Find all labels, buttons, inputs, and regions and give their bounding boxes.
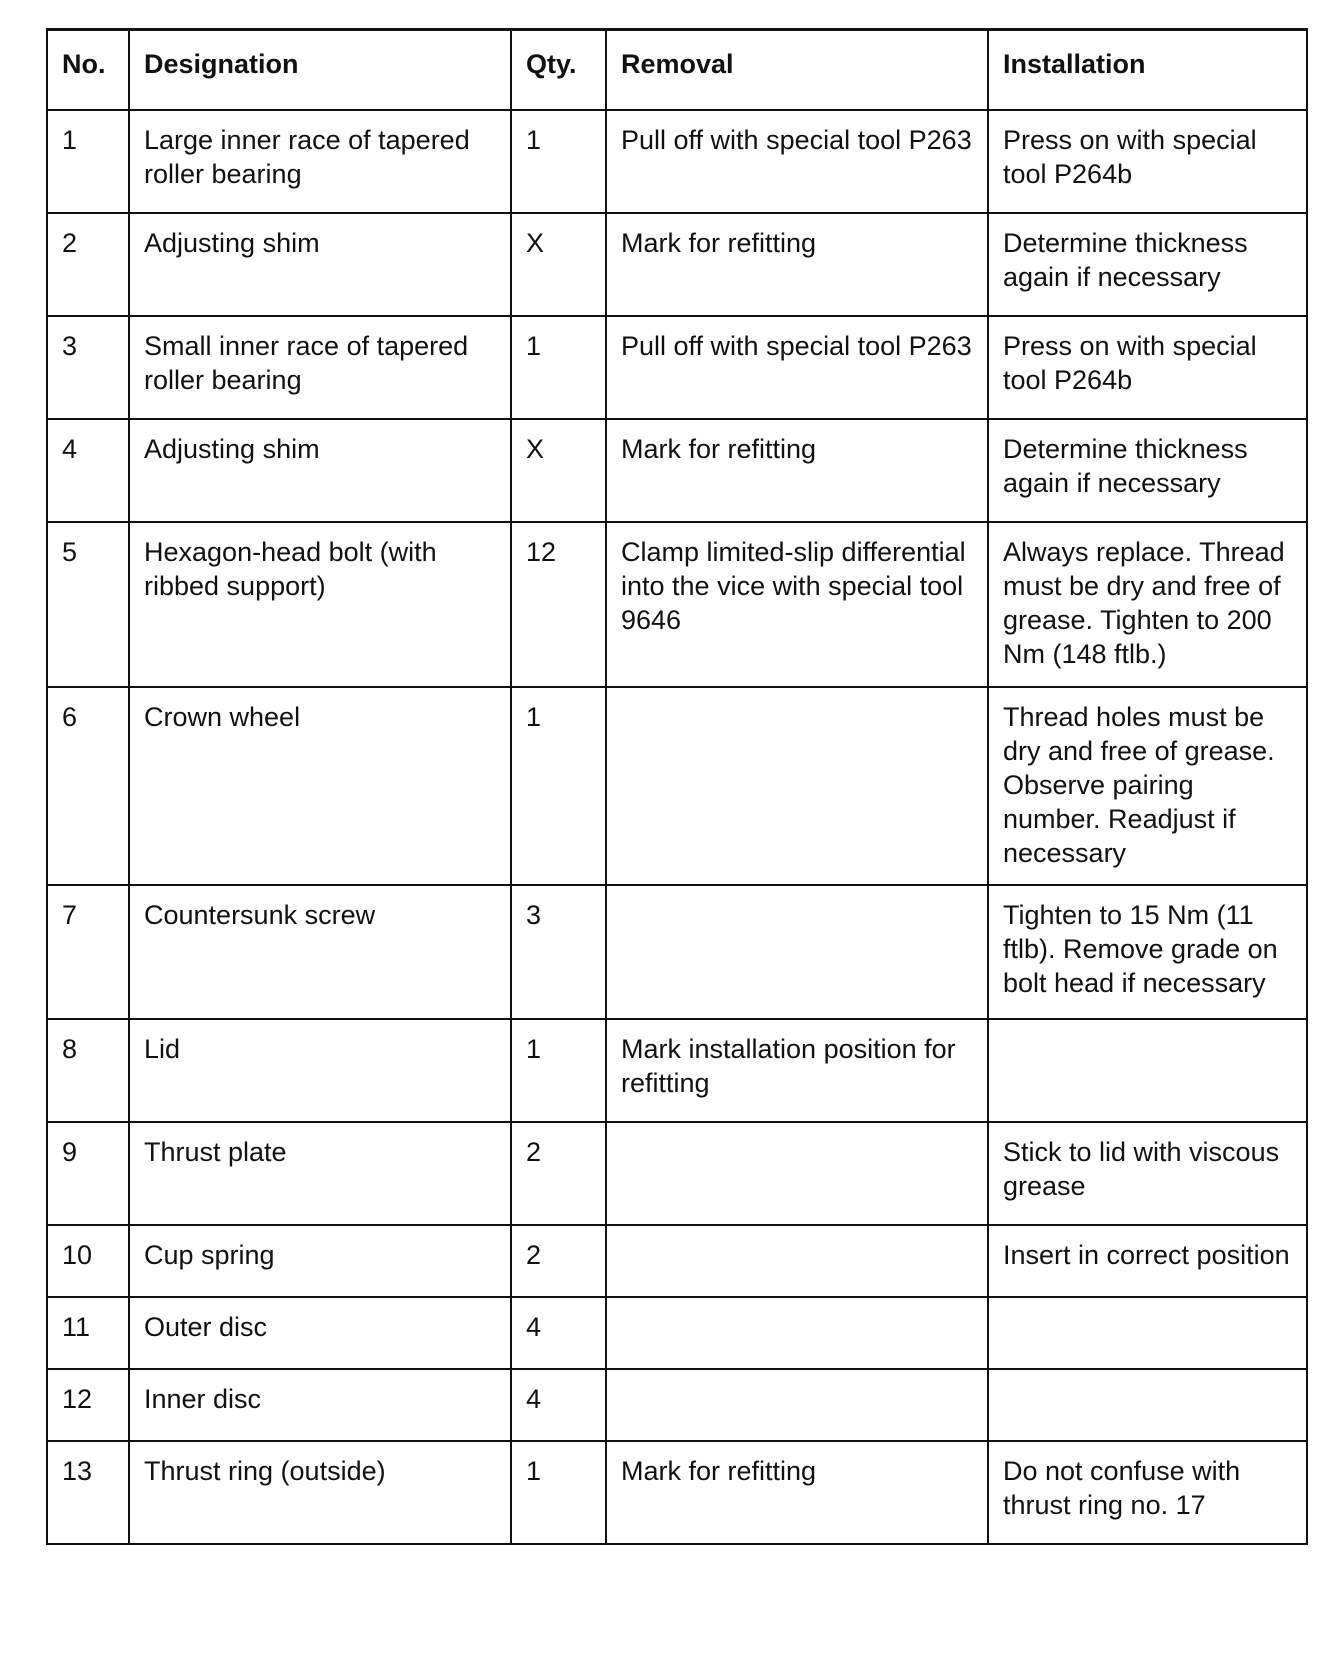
cell-designation: Lid [129,1019,511,1122]
table-row [47,1297,1307,1369]
cell-installation: Insert in correct position [988,1225,1307,1297]
cell-designation: Adjusting shim [129,419,511,522]
cell-installation: Always replace. Thread must be dry and free of grease. Tighten to 200 Nm (148 ftlb.) [988,522,1307,687]
cell-qty: 4 [511,1369,606,1441]
cell-installation: Determine thickness again if necessary [988,213,1307,316]
cell-designation: Inner disc [129,1369,511,1441]
header-qty: Qty. [511,30,606,111]
cell-removal [606,687,988,885]
cell-no: 1 [47,110,129,213]
cell-no: 2 [47,213,129,316]
cell-installation: Do not confuse with thrust ring no. 17 [988,1441,1307,1544]
cell-removal [606,1225,988,1297]
cell-removal [606,885,988,1019]
cell-installation [988,1369,1307,1441]
cell-removal: Mark for refitting [606,1441,988,1544]
table-row [47,1441,1307,1544]
cell-qty: 1 [511,1441,606,1544]
cell-qty: 1 [511,687,606,885]
table-header-row [47,30,1307,111]
cell-qty: 1 [511,110,606,213]
cell-designation: Adjusting shim [129,213,511,316]
cell-designation: Crown wheel [129,687,511,885]
header-installation: Installation [988,30,1307,111]
cell-no: 7 [47,885,129,1019]
cell-installation: Stick to lid with viscous grease [988,1122,1307,1225]
table-row [47,1369,1307,1441]
cell-removal: Mark for refitting [606,419,988,522]
cell-qty: 12 [511,522,606,687]
table-row [47,885,1307,1019]
table-body [47,110,1307,1544]
cell-qty: X [511,213,606,316]
cell-no: 10 [47,1225,129,1297]
cell-qty: 1 [511,316,606,419]
cell-removal [606,1369,988,1441]
cell-designation: Large inner race of tapered roller bearing [129,110,511,213]
header-no: No. [47,30,129,111]
table-row [47,316,1307,419]
cell-removal [606,1122,988,1225]
cell-removal: Mark for refitting [606,213,988,316]
cell-installation: Thread holes must be dry and free of grease. Observe pairing number. Readjust if necessary [988,687,1307,885]
cell-no: 6 [47,687,129,885]
cell-removal [606,1297,988,1369]
cell-no: 3 [47,316,129,419]
cell-no: 4 [47,419,129,522]
cell-installation [988,1297,1307,1369]
cell-installation [988,1019,1307,1122]
cell-qty: 3 [511,885,606,1019]
cell-qty: 2 [511,1122,606,1225]
cell-installation: Press on with special tool P264b [988,110,1307,213]
cell-qty: 4 [511,1297,606,1369]
cell-removal: Pull off with special tool P263 [606,110,988,213]
table-row [47,213,1307,316]
header-removal: Removal [606,30,988,111]
header-designation: Designation [129,30,511,111]
cell-qty: X [511,419,606,522]
cell-removal: Clamp limited-slip differential into the vice with special tool 9646 [606,522,988,687]
cell-designation: Small inner race of tapered roller bearing [129,316,511,419]
table-row [47,1122,1307,1225]
cell-no: 11 [47,1297,129,1369]
table-row [47,687,1307,885]
cell-no: 12 [47,1369,129,1441]
cell-installation: Press on with special tool P264b [988,316,1307,419]
cell-designation: Thrust ring (outside) [129,1441,511,1544]
cell-designation: Cup spring [129,1225,511,1297]
cell-designation: Thrust plate [129,1122,511,1225]
table-row [47,110,1307,213]
cell-removal: Pull off with special tool P263 [606,316,988,419]
cell-removal: Mark installation position for refitting [606,1019,988,1122]
cell-designation: Hexagon-head bolt (with ribbed support) [129,522,511,687]
cell-installation: Determine thickness again if necessary [988,419,1307,522]
cell-designation: Countersunk screw [129,885,511,1019]
table-row [47,419,1307,522]
cell-no: 8 [47,1019,129,1122]
table-row [47,1019,1307,1122]
cell-qty: 2 [511,1225,606,1297]
cell-designation: Outer disc [129,1297,511,1369]
parts-table [46,28,1308,1545]
table-row [47,522,1307,687]
cell-installation: Tighten to 15 Nm (11 ftlb). Remove grade on bolt head if necessary [988,885,1307,1019]
cell-no: 9 [47,1122,129,1225]
cell-no: 13 [47,1441,129,1544]
cell-qty: 1 [511,1019,606,1122]
table-row [47,1225,1307,1297]
cell-no: 5 [47,522,129,687]
